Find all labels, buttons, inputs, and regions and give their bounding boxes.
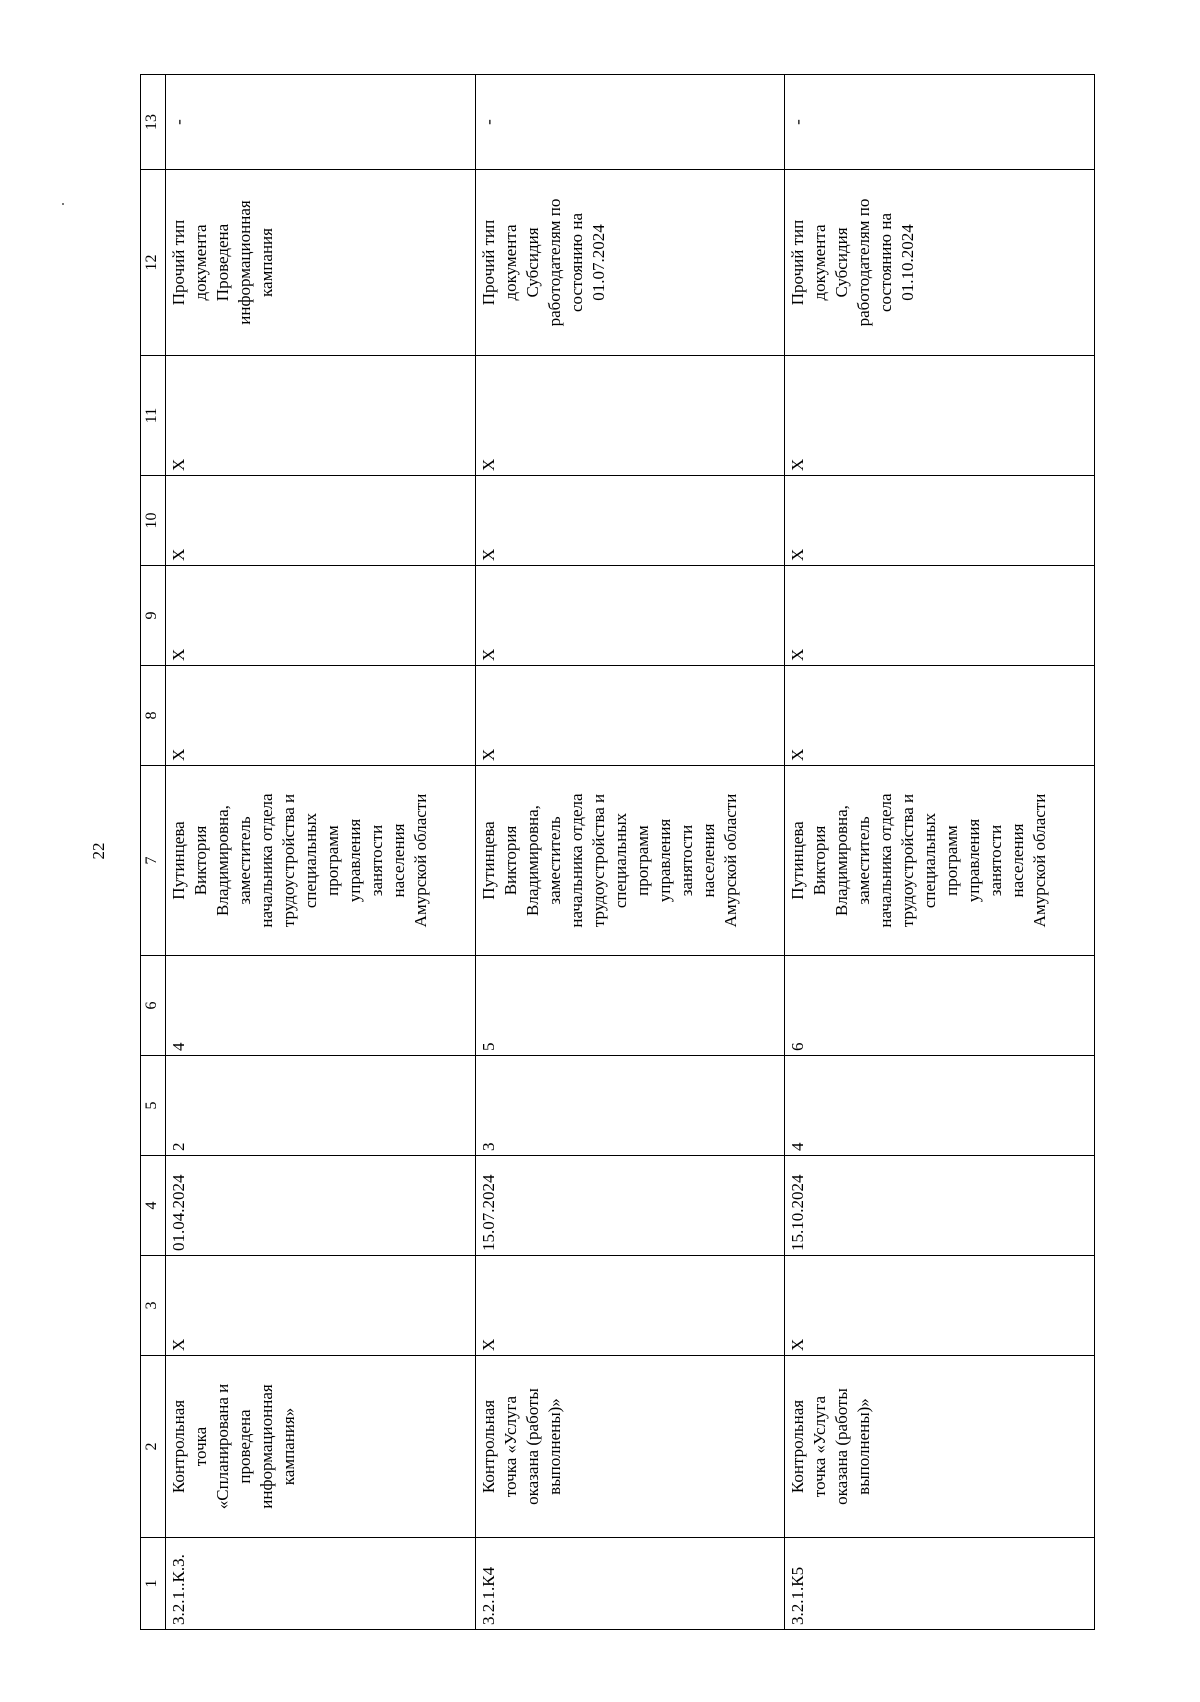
row-col9: X (785, 566, 1095, 666)
rotated-table-wrapper (140, 75, 1095, 1630)
control-points-table (140, 74, 1095, 1630)
scan-speck (62, 203, 64, 205)
row-responsible: Путинцева Виктория Владимировна, заместитель начальника отдела трудоустройства и специальных программ управления занятости населения Амурской области (166, 766, 476, 956)
table-row (166, 75, 476, 1630)
row-col5: 2 (166, 1056, 476, 1156)
row-responsible: Путинцева Виктория Владимировна, заместитель начальника отдела трудоустройства и специальных программ управления занятости населения Амурской области (785, 766, 1095, 956)
row-col9: X (166, 566, 476, 666)
row-col11: X (475, 356, 785, 476)
row-col8: X (785, 666, 1095, 766)
row-col6: 4 (166, 956, 476, 1056)
row-code: 3.2.1.К4 (475, 1538, 785, 1630)
header-cell: 8 (141, 666, 166, 766)
row-col13: - (166, 75, 476, 170)
table-header-row (141, 75, 166, 1630)
row-col10: X (785, 476, 1095, 566)
row-col13: - (475, 75, 785, 170)
page-number: 22 (89, 842, 108, 860)
header-cell: 2 (141, 1356, 166, 1538)
row-col10: X (166, 476, 476, 566)
header-cell: 7 (141, 766, 166, 956)
table-row (785, 75, 1095, 1630)
row-col3: X (166, 1256, 476, 1356)
row-name: Контрольная точка «Услуга оказана (работы выполнены)» (785, 1356, 1095, 1538)
header-cell: 4 (141, 1156, 166, 1256)
row-document: Прочий тип документа Субсидия работодателям по состоянию на 01.07.2024 (475, 170, 785, 356)
row-col5: 4 (785, 1056, 1095, 1156)
row-col8: X (475, 666, 785, 766)
row-responsible: Путинцева Виктория Владимировна, заместитель начальника отдела трудоустройства и специальных программ управления занятости населения Амурской области (475, 766, 785, 956)
row-col9: X (475, 566, 785, 666)
row-col6: 6 (785, 956, 1095, 1056)
header-cell: 9 (141, 566, 166, 666)
row-date: 15.07.2024 (475, 1156, 785, 1256)
header-cell: 11 (141, 356, 166, 476)
row-code: 3.2.1..К.3. (166, 1538, 476, 1630)
row-date: 01.04.2024 (166, 1156, 476, 1256)
row-document: Прочий тип документа Проведена информационная кампания (166, 170, 476, 356)
row-col6: 5 (475, 956, 785, 1056)
table-row (475, 75, 785, 1630)
header-cell: 12 (141, 170, 166, 356)
row-col5: 3 (475, 1056, 785, 1156)
row-date: 15.10.2024 (785, 1156, 1095, 1256)
header-cell: 5 (141, 1056, 166, 1156)
header-cell: 13 (141, 75, 166, 170)
row-col3: X (785, 1256, 1095, 1356)
row-code: 3.2.1.К5 (785, 1538, 1095, 1630)
row-col11: X (166, 356, 476, 476)
row-col11: X (785, 356, 1095, 476)
header-cell: 10 (141, 476, 166, 566)
row-name: Контрольная точка «Услуга оказана (работы выполнены)» (475, 1356, 785, 1538)
header-cell: 1 (141, 1538, 166, 1630)
row-col8: X (166, 666, 476, 766)
row-col13: - (785, 75, 1095, 170)
header-cell: 6 (141, 956, 166, 1056)
row-col10: X (475, 476, 785, 566)
row-name: Контрольная точка «Спланирована и проведена информационная кампания» (166, 1356, 476, 1538)
row-document: Прочий тип документа Субсидия работодателям по состоянию на 01.10.2024 (785, 170, 1095, 356)
header-cell: 3 (141, 1256, 166, 1356)
row-col3: X (475, 1256, 785, 1356)
